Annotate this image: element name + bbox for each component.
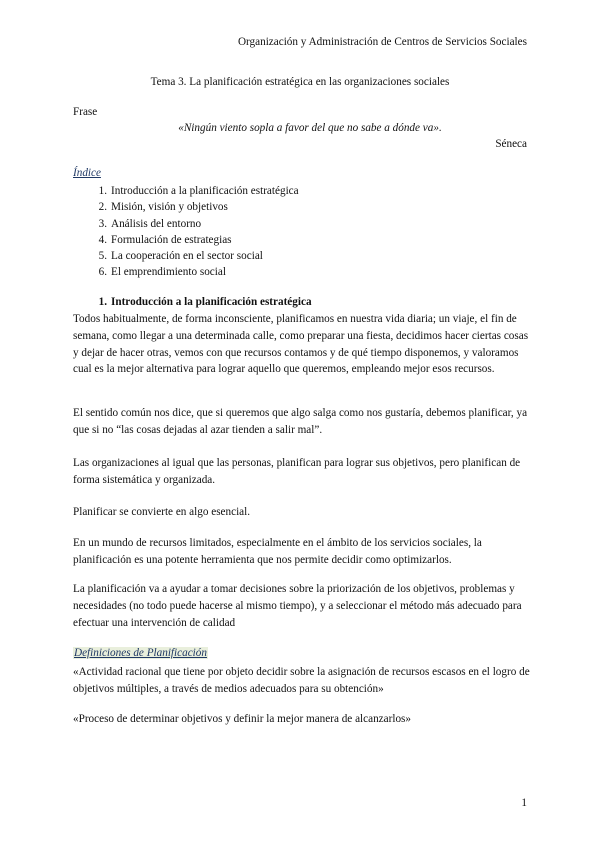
index-item bbox=[90, 248, 299, 264]
frase-label: Frase bbox=[73, 106, 98, 118]
index-item-number: 1. bbox=[98, 185, 107, 197]
definition-item: «Actividad racional que tiene por objeto decidir sobre la asignación de recursos escasos en el logro de objetivos múltiples, a través de medios adecuados para su obtención» bbox=[73, 666, 530, 695]
index-item bbox=[90, 199, 299, 215]
index-list bbox=[90, 183, 299, 281]
section-number: 1. bbox=[98, 296, 107, 308]
definition-item: «Proceso de determinar objetivos y definir la mejor manera de alcanzarlos» bbox=[73, 713, 411, 725]
quote-author: Séneca bbox=[495, 138, 527, 150]
section-title: Introducción a la planificación estratégica bbox=[111, 296, 312, 308]
index-item-number: 3. bbox=[98, 217, 107, 230]
index-item-text: Formulación de estrategias bbox=[111, 233, 232, 246]
index-item-text: La cooperación en el sector social bbox=[111, 250, 263, 263]
page-number: 1 bbox=[521, 797, 527, 809]
quote: «Ningún viento sopla a favor del que no sabe a dónde va». bbox=[178, 122, 442, 134]
index-item-number: 6. bbox=[98, 266, 107, 279]
paragraph: Todos habitualmente, de forma inconsciente, planificamos en nuestra vida diaria; un viaje, el fin de semana, como llegar a una determinada calle, como preparar una fiesta, decidimos hacer ciertas cosas y dejar de hacer otras, vemos con que recursos contamos y de qué tiempo disponemos, y valoramos cual es la mejor alternativa para lograr aquello que queremos, empleando mejor esos recursos. bbox=[73, 313, 529, 376]
section-heading bbox=[90, 296, 312, 308]
index-item-number: 5. bbox=[98, 250, 107, 263]
paragraph: El sentido común nos dice, que si queremos que algo salga como nos gustaría, debemos planificar, ya que si no “las cosas dejadas al azar tienden a salir mal”. bbox=[73, 407, 528, 436]
index-item-number: 2. bbox=[98, 201, 107, 214]
index-item-text: Misión, visión y objetivos bbox=[111, 201, 228, 214]
document-title: Tema 3. La planificación estratégica en las organizaciones sociales bbox=[150, 76, 450, 88]
index-item-text: El emprendimiento social bbox=[111, 266, 226, 279]
paragraph: Planificar se convierte en algo esencial. bbox=[73, 506, 251, 518]
paragraph: La planificación va a ayudar a tomar decisiones sobre la priorización de los objetivos, problemas y necesidades (no todo puede hacerse al mismo tiempo), y a seleccionar el método más adecuado para efectuar una intervención de calidad bbox=[73, 583, 522, 629]
index-item bbox=[90, 216, 299, 232]
index-item-text: Análisis del entorno bbox=[111, 217, 202, 230]
index-item-text: Introducción a la planificación estratégica bbox=[111, 185, 299, 197]
index-item bbox=[90, 183, 299, 199]
running-header: Organización y Administración de Centros de Servicios Sociales bbox=[237, 36, 527, 48]
index-item bbox=[90, 264, 299, 280]
paragraph: Las organizaciones al igual que las personas, planifican para lograr sus objetivos, pero planifican de forma sistemática y organizada. bbox=[73, 457, 521, 486]
index-item bbox=[90, 232, 299, 248]
index-item-number: 4. bbox=[98, 233, 107, 246]
paragraph: En un mundo de recursos limitados, especialmente en el ámbito de los servicios sociales, la planificación es una potente herramienta que nos permite decidir como optimizarlos. bbox=[73, 537, 482, 566]
definitions-label: Definiciones de Planificación bbox=[74, 647, 207, 659]
index-label: Índice bbox=[73, 167, 101, 179]
